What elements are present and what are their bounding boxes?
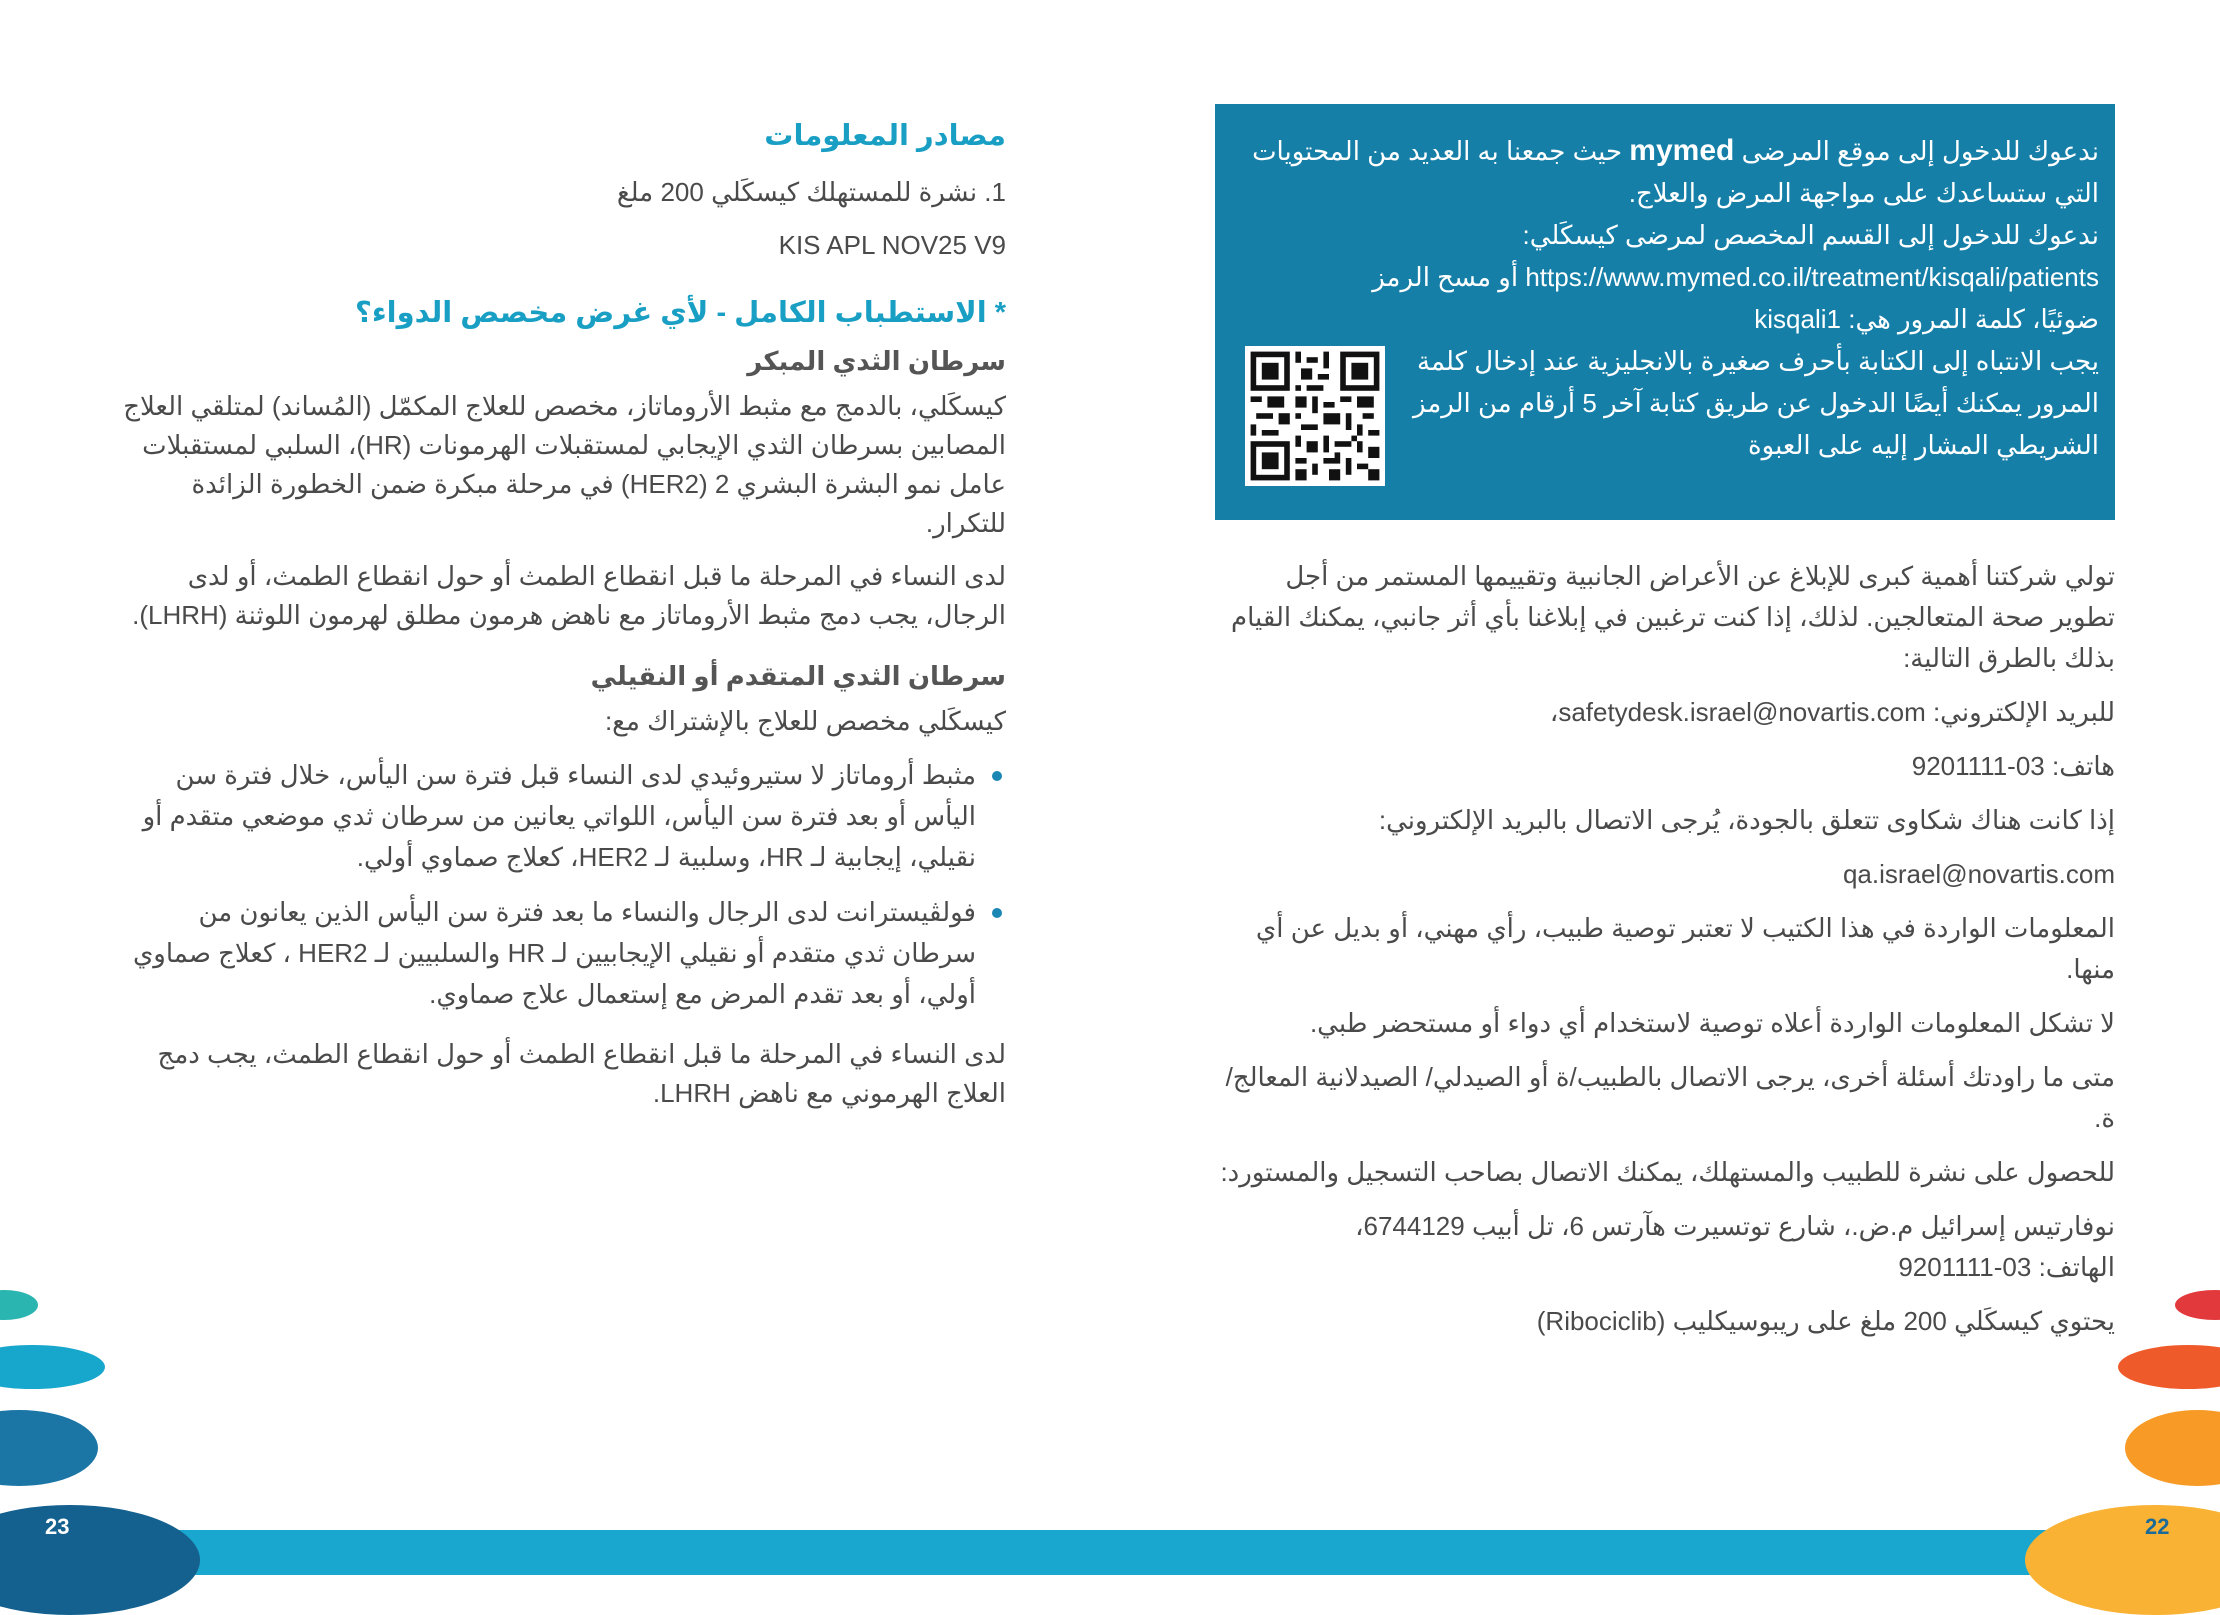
closing-paragraph: لدى النساء في المرحلة ما قبل انقطاع الطمث أو حول انقطاع الطمث، يجب دمج العلاج الهرموني مع ناهض LHRH.: [157, 1039, 1006, 1108]
mymed-info-box: [1215, 104, 2115, 520]
footer-pill-right: [2025, 1505, 2220, 1615]
phone-line: هاتف: 03-9201111: [1911, 751, 2115, 781]
invite-text-before: ندعوك للدخول إلى موقع المرضى: [1741, 136, 2099, 166]
decor-dot: [2125, 1410, 2220, 1486]
early-paragraph-1: كيسكَلي، بالدمج مع مثبط الأروماتاز، مخصص للعلاج المكمّل (المُساند) لمتلقي العلاج المصابين بسرطان الثدي الإيجابي لمستقبلات الهرمونات (HR)، السلبي لمستقبلات عامل نمو البشرة البشري 2 (HER2) في مرحلة مبكرة ضمن الخطورة الزائدة للتكرار.: [123, 391, 1006, 538]
early-paragraph-2: لدى النساء في المرحلة ما قبل انقطاع الطمث أو حول انقطاع الطمث، أو لدى الرجال، يجب دمج مثبط الأروماتاز مع ناهض هرمون مطلق لهرمون اللوثنة (LHRH).: [132, 561, 1006, 630]
decor-dot: [0, 1290, 38, 1320]
decor-dot: [0, 1410, 98, 1486]
disclaimer-1: المعلومات الواردة في هذا الكتيب لا تعتبر توصية طبيب، رأي مهني، أو بديل عن أي منها.: [1255, 913, 2115, 984]
qr-instructions: [1409, 298, 2099, 466]
email-line: للبريد الإلكتروني: safetydesk.israel@novartis.com،: [1549, 697, 2115, 727]
footer-bar: [0, 1530, 2220, 1575]
advanced-cancer-heading: سرطان الثدي المتقدم أو النقيلي: [590, 661, 1006, 691]
list-item: فولڤيسترانت لدى الرجال والنساء ما بعد فترة سن اليأس الذين يعانون من سرطان ثدي متقدم أو نقيلي الإيجابيين لـ HR والسلبيين لـ HER2 ، كعلاج صماوي أولي، أو بعد تقدم المرض مع إستعمال علاج صماوي.: [110, 892, 1006, 1015]
invite-paragraph: [1231, 130, 2099, 214]
mymed-url-link[interactable]: https://www.mymed.co.il/treatment/kisqali/patients: [1525, 262, 2099, 292]
password-note: يجب الانتباه إلى الكتابة بأحرف صغيرة بالانجليزية عند إدخال كلمة المرور يمكنك أيضًا الدخول عن طريق كتابة آخر 5 أرقام من الرمز الشريطي المشار إليه على العبوة: [1412, 346, 2099, 460]
decor-dot: [2118, 1345, 2220, 1389]
leaflet-line: للحصول على نشرة للطبيب والمستهلك، يمكنك الاتصال بصاحب التسجيل والمستورد:: [1220, 1157, 2115, 1187]
early-cancer-heading: سرطان الثدي المبكر: [747, 346, 1006, 376]
qr-code-icon[interactable]: [1245, 346, 1385, 486]
list-item: مثبط أروماتاز لا ستيروئيدي لدى النساء قبل فترة سن اليأس، خلال فترة سن اليأس أو بعد فترة سن اليأس، اللواتي يعانين من سرطان ثدي موضعي متقدم أو نقيلي، إيجابية لـ HR، وسلبية لـ HER2، كعلاج صماوي أولي.: [110, 755, 1006, 878]
mymed-brand: mymed: [1629, 134, 1735, 167]
advanced-intro: كيسكَلي مخصص للعلاج بالإشتراك مع:: [604, 706, 1006, 736]
disclaimer-2: لا تشكل المعلومات الواردة أعلاه توصية لاستخدام أي دواء أو مستحضر طبي.: [1309, 1008, 2115, 1038]
contains-line: يحتوي كيسكَلي 200 ملغ على ريبوسيكليب (Ribociclib): [1536, 1306, 2115, 1336]
address-line: نوفارتيس إسرائيل م.ض.، شارع توتسيرت هآرتس 6، تل أبيب 6744129،: [1355, 1211, 2115, 1241]
page-number-left: 23: [45, 1514, 70, 1539]
decor-dot: [0, 1345, 105, 1389]
treatment-list: [110, 755, 1006, 1015]
page-number-right: 22: [2145, 1514, 2170, 1539]
url-suffix: أو مسح الرمز: [1372, 262, 1519, 292]
footer-pill-left: [0, 1505, 200, 1615]
invite-text-after: حيث جمعنا به العديد من المحتويات التي ستساعدك على مواجهة المرض والعلاج.: [1252, 136, 2099, 208]
left-page-content: [110, 118, 1006, 1127]
sources-heading: مصادر المعلومات: [764, 120, 1006, 152]
quality-line: إذا كانت هناك شكاوى تتعلق بالجودة، يُرجى الاتصال بالبريد الإلكتروني:: [1378, 805, 2115, 835]
url-line: [1231, 256, 2099, 298]
right-page-content: [1215, 556, 2115, 1355]
phone2-line: الهاتف: 03-9201111: [1898, 1252, 2115, 1282]
source-1: 1. نشرة للمستهلك كيسكَلي 200 ملغ: [616, 177, 1006, 207]
decor-dot: [2175, 1290, 2220, 1320]
questions-line: متى ما راودتك أسئلة أخرى، يرجى الاتصال بالطبيب/ة أو الصيدلي/ الصيدلانية المعالج/ة.: [1225, 1062, 2115, 1133]
source-code: KIS APL NOV25 V9: [778, 230, 1006, 260]
indication-heading: * الاستطباب الكامل - لأي غرض مخصص الدواء؟: [355, 297, 1006, 329]
invite-section: ندعوك للدخول إلى القسم المخصص لمرضى كيسكَلي:: [1522, 220, 2099, 250]
quality-email: qa.israel@novartis.com: [1842, 859, 2115, 889]
reporting-paragraph: تولي شركتنا أهمية كبرى للإبلاغ عن الأعراض الجانبية وتقييمها المستمر من أجل تطوير صحة المتعالجين. لذلك، إذا كنت ترغبين في إبلاغنا بأي أثر جانبي، يمكنك القيام بذلك بالطرق التالية:: [1230, 561, 2115, 673]
password-line: ضوئيًا، كلمة المرور هي: kisqali1: [1754, 304, 2099, 334]
